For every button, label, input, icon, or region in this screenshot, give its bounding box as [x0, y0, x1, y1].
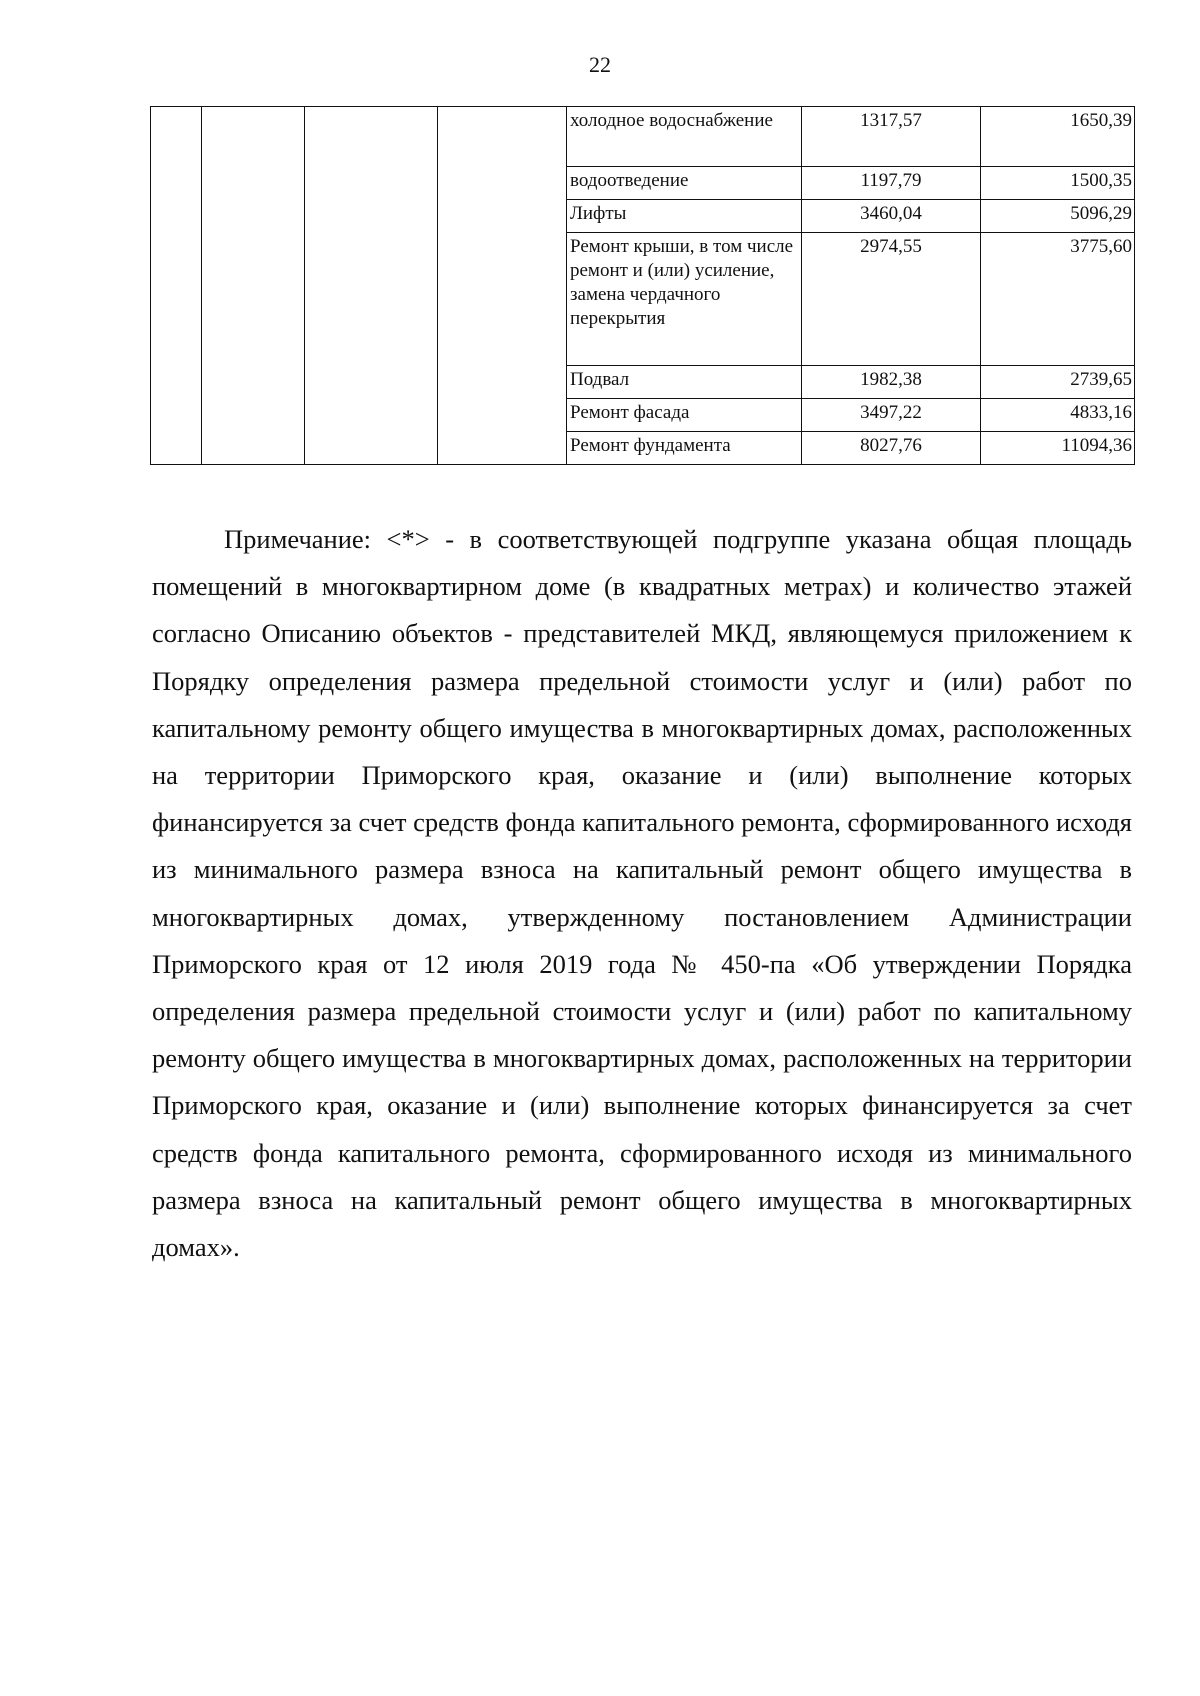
note-paragraph: Примечание: <*> - в соответствующей подгруппе указана общая площадь помещений в многоквартирном доме (в квадратных метрах) и количество этажей согласно Описанию объектов - представителей МКД, являющемуся приложением к Порядку определения размера предельной стоимости услуг и (или) работ по капитальному ремонту общего имущества в многоквартирных домах, расположенных на территории Приморского края, оказание и (или) выполнение которых финансируется за счет средств фонда капитального ремонта, сформированного исходя из минимального размера взноса на капитальный ремонт общего имущества в многоквартирных домах, утвержденному постановлением Администрации Приморского края от 12 июля 2019 года № 450-па «Об утверждении Порядка определения размера предельной стоимости услуг и (или) работ по капитальному ремонту общего имущества в многоквартирных домах, расположенных на территории Приморского края, оказание и (или) выполнение которых финансируется за счет средств фонда капитального ремонта, сформированного исходя из минимального размера взноса на капитальный ремонт общего имущества в многоквартирных домах». [152, 524, 1132, 1263]
work-name-cell: Лифты [567, 200, 802, 233]
work-name-cell: Ремонт фундамента [567, 432, 802, 465]
value-cell-2: 5096,29 [981, 200, 1135, 233]
work-name-cell: Подвал [567, 366, 802, 399]
value-cell-2: 4833,16 [981, 399, 1135, 432]
empty-cell-col2 [202, 107, 305, 465]
empty-cell-col3 [305, 107, 438, 465]
value-cell-1: 3497,22 [802, 399, 981, 432]
value-cell-1: 2974,55 [802, 233, 981, 366]
value-cell-1: 8027,76 [802, 432, 981, 465]
table-row [151, 107, 1135, 167]
value-cell-2: 1650,39 [981, 107, 1135, 167]
value-cell-1: 1197,79 [802, 167, 981, 200]
value-cell-1: 3460,04 [802, 200, 981, 233]
work-name-cell: водоотведение [567, 167, 802, 200]
work-name-cell: Ремонт фасада [567, 399, 802, 432]
empty-cell-col1 [151, 107, 202, 465]
value-cell-1: 1317,57 [802, 107, 981, 167]
page-number: 22 [589, 52, 611, 77]
value-cell-2: 2739,65 [981, 366, 1135, 399]
work-name-cell: Ремонт крыши, в том числе ремонт и (или) усиление, замена чердачного перекрытия [567, 233, 802, 366]
value-cell-2: 11094,36 [981, 432, 1135, 465]
work-name-cell: холодное водоснабжение [567, 107, 802, 167]
value-cell-2: 1500,35 [981, 167, 1135, 200]
value-cell-2: 3775,60 [981, 233, 1135, 366]
value-cell-1: 1982,38 [802, 366, 981, 399]
empty-cell-col4 [438, 107, 567, 465]
cost-table [150, 106, 1135, 465]
